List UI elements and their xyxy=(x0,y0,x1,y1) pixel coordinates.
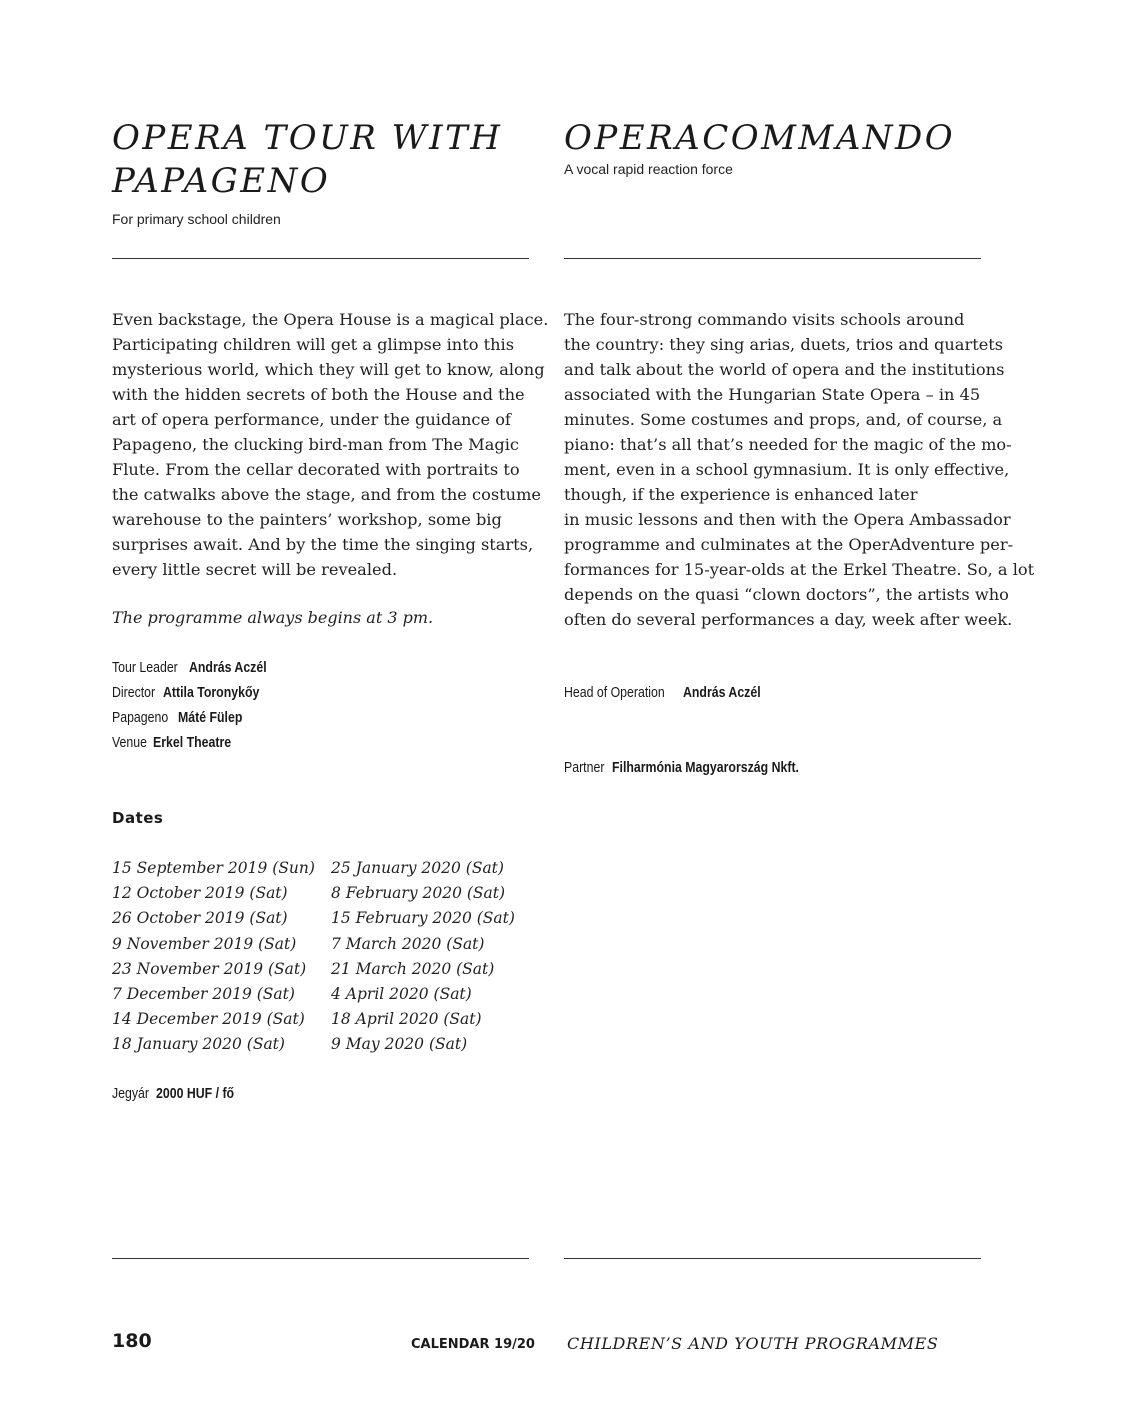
credit-name: András Aczél xyxy=(682,685,761,701)
date-item: 21 March 2020 (Sat) xyxy=(331,959,495,978)
credit-role: Partner xyxy=(564,760,605,776)
dates-column-1 xyxy=(112,856,315,1058)
credit-role: Papageno xyxy=(112,710,169,726)
left-body-line: Even backstage, the Opera House is a magical place. xyxy=(112,310,549,329)
credit-role: Head of Operation xyxy=(564,685,665,701)
right-body-line: associated with the Hungarian State Opera – in 45 xyxy=(564,385,981,404)
date-item: 7 March 2020 (Sat) xyxy=(331,934,485,953)
ticket-price xyxy=(112,1082,247,1107)
credit-role: Venue xyxy=(112,735,147,751)
left-body-line: mysterious world, which they will get to know, along xyxy=(112,360,545,379)
credit-name: Attila Toronykőy xyxy=(162,685,260,701)
date-item: 4 April 2020 (Sat) xyxy=(331,985,472,1004)
right-body-line: formances for 15-year-olds at the Erkel Theatre. So, a lot xyxy=(564,560,1035,579)
date-item: 12 October 2019 (Sat) xyxy=(112,884,288,903)
right-body-line: ment, even in a school gymnasium. It is only effective, xyxy=(564,460,1010,479)
left-top-divider xyxy=(112,258,529,259)
date-item: 15 September 2019 (Sun) xyxy=(112,859,315,877)
credit-name: Máté Fülep xyxy=(178,710,243,726)
date-item: 18 January 2020 (Sat) xyxy=(112,1035,285,1054)
right-body-line: the country: they sing arias, duets, trios and quartets xyxy=(564,335,1004,354)
right-body-line: minutes. Some costumes and props, and, of course, a xyxy=(564,410,1003,429)
left-title-line-2: PAPAGENO xyxy=(112,161,331,201)
right-subtitle: A vocal rapid reaction force xyxy=(564,161,733,177)
right-body-line: in music lessons and then with the Opera Ambassador xyxy=(564,510,1011,529)
date-item: 25 January 2020 (Sat) xyxy=(331,859,504,877)
right-body xyxy=(564,307,1035,632)
price-value: 2000 HUF / fő xyxy=(155,1086,234,1102)
date-item: 23 November 2019 (Sat) xyxy=(112,959,307,978)
credit-venue xyxy=(112,731,281,756)
left-body-line: warehouse to the painters’ workshop, some big xyxy=(112,510,502,529)
credit-role: Tour Leader xyxy=(112,660,178,676)
right-body-line: depends on the quasi “clown doctors”, the artists who xyxy=(564,585,1009,604)
right-body-line: often do several performances a day, week after week. xyxy=(564,610,1013,629)
footer-section: CHILDREN’S AND YOUTH PROGRAMMES xyxy=(567,1334,939,1353)
left-title xyxy=(112,117,552,203)
left-body-line: Papageno, the clucking bird-man from The Magic xyxy=(112,435,519,454)
right-body-line: The four-strong commando visits schools around xyxy=(564,310,965,329)
credit-name: Erkel Theatre xyxy=(153,735,232,751)
left-body-line: surprises await. And by the time the singing starts, xyxy=(112,535,534,554)
footer-calendar: CALENDAR 19/20 xyxy=(411,1337,535,1352)
credit-tour-leader xyxy=(112,656,281,681)
left-body-line: every little secret will be revealed. xyxy=(112,560,398,579)
credit-partner xyxy=(564,756,832,781)
right-body-line: programme and culminates at the OperAdventure per- xyxy=(564,535,1014,554)
credit-name: Filharmónia Magyarország Nkft. xyxy=(611,760,799,776)
dates-heading: Dates xyxy=(112,809,164,827)
date-item: 14 December 2019 (Sat) xyxy=(112,1010,305,1029)
price-label: Jegyár xyxy=(112,1086,150,1102)
credit-head-of-operation xyxy=(564,681,774,706)
date-item: 15 February 2020 (Sat) xyxy=(331,909,515,928)
date-item: 9 November 2019 (Sat) xyxy=(112,934,297,953)
date-item: 9 May 2020 (Sat) xyxy=(331,1035,468,1054)
credit-papageno xyxy=(112,706,281,731)
credit-name: András Aczél xyxy=(189,660,268,676)
programme-start-note: The programme always begins at 3 pm. xyxy=(112,608,434,627)
right-bottom-divider xyxy=(564,1258,981,1259)
date-item: 26 October 2019 (Sat) xyxy=(112,909,288,928)
right-title: OPERACOMMANDO xyxy=(564,118,956,158)
left-subtitle: For primary school children xyxy=(112,211,281,227)
date-item: 8 February 2020 (Sat) xyxy=(331,884,506,903)
left-title-line-1: OPERA TOUR WITH xyxy=(112,118,503,158)
left-bottom-divider xyxy=(112,1258,529,1259)
right-body-line: and talk about the world of opera and the institutions xyxy=(564,360,1005,379)
page-number: 180 xyxy=(112,1330,152,1352)
left-body-line: Flute. From the cellar decorated with portraits to xyxy=(112,460,520,479)
left-body-line: art of opera performance, under the guidance of xyxy=(112,410,511,429)
right-top-divider xyxy=(564,258,981,259)
date-item: 18 April 2020 (Sat) xyxy=(331,1010,482,1029)
left-body-line: Participating children will get a glimpse into this xyxy=(112,335,514,354)
right-body-line: piano: that’s all that’s needed for the magic of the mo- xyxy=(564,435,1012,454)
credit-director xyxy=(112,681,281,706)
left-body xyxy=(112,307,549,582)
dates-column-2 xyxy=(331,856,515,1058)
left-credits xyxy=(112,656,281,756)
left-body-line: with the hidden secrets of both the House and the xyxy=(112,385,525,404)
left-body-line: the catwalks above the stage, and from the costume xyxy=(112,485,541,504)
right-body-line: though, if the experience is enhanced later xyxy=(564,485,918,504)
credit-role: Director xyxy=(112,685,156,701)
date-item: 7 December 2019 (Sat) xyxy=(112,985,295,1004)
